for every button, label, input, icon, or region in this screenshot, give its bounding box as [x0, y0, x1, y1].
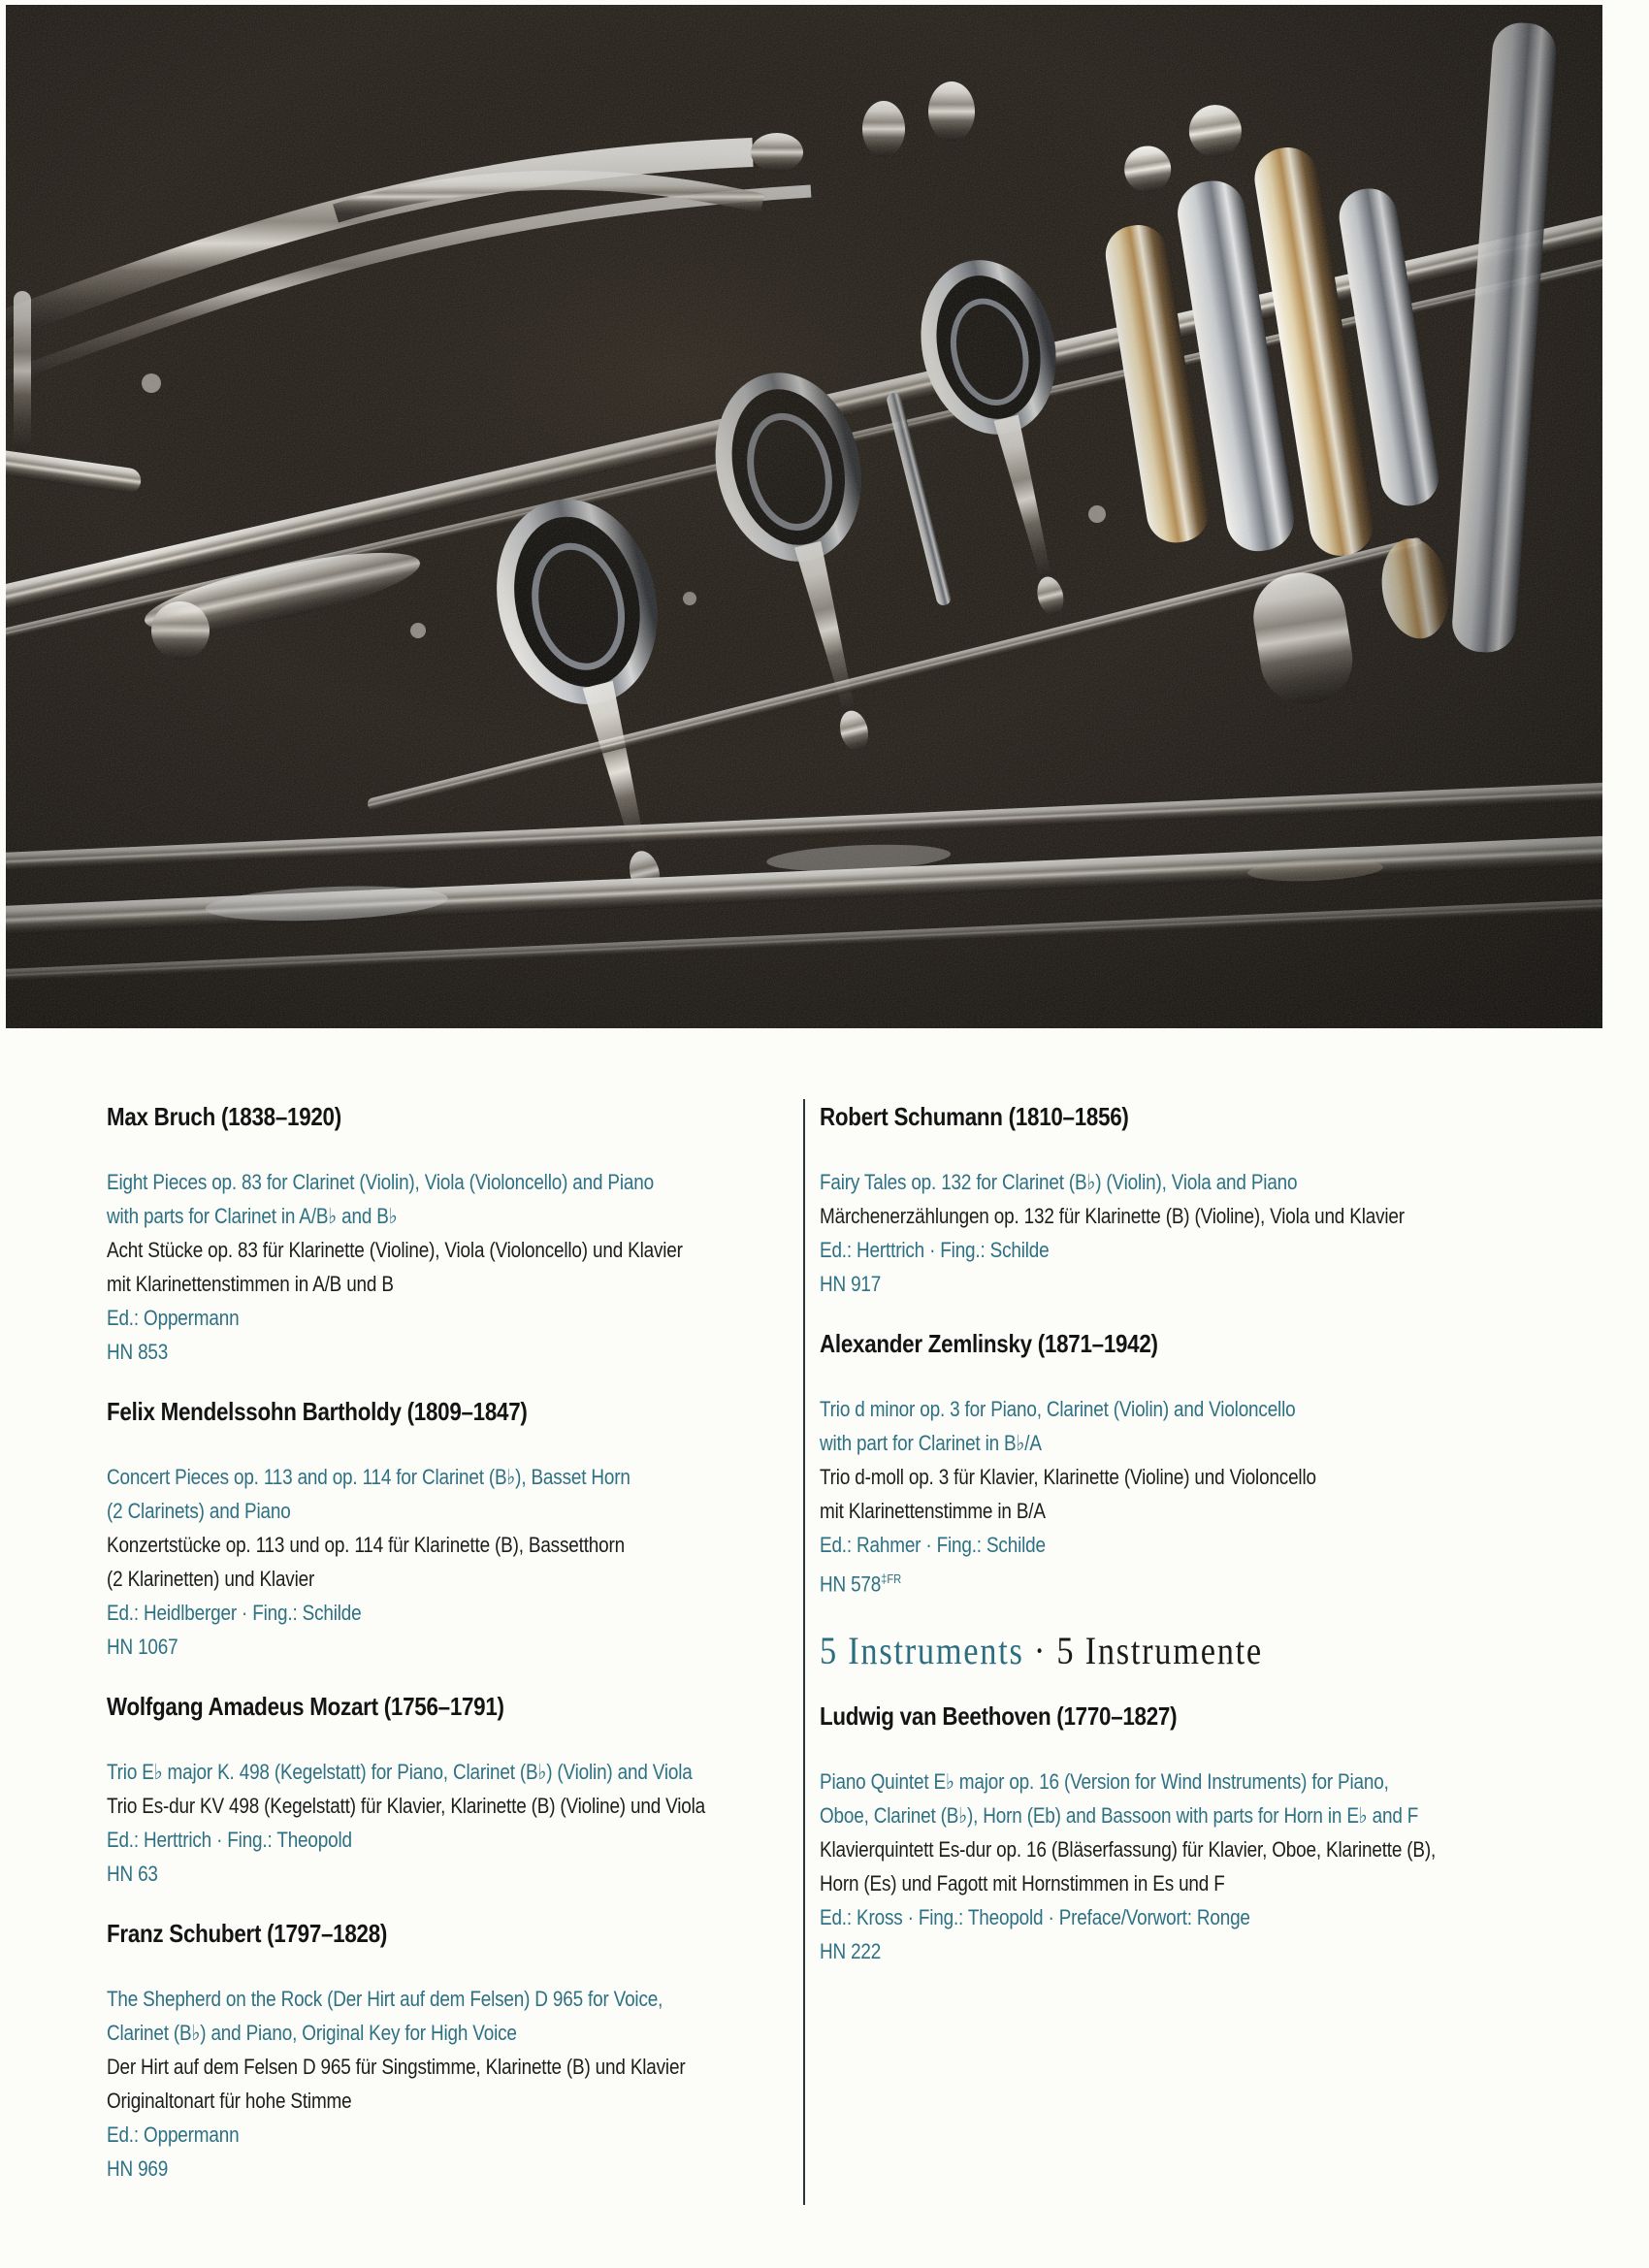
work-title-en: Fairy Tales op. 132 for Clarinet (B♭) (Violin), Viola and Piano	[820, 1170, 1298, 1194]
work-title-de: Acht Stücke op. 83 für Klarinette (Violine), Viola (Violoncello) und Klavier	[107, 1238, 683, 1262]
work-title-en: Clarinet (B♭) and Piano, Original Key for High Voice	[107, 2021, 517, 2045]
work-title-de: Trio Es-dur KV 498 (Kegelstatt) für Klavier, Klarinette (B) (Violine) und Viola	[107, 1794, 706, 1818]
composer-name: Ludwig van Beethoven (1770–1827)	[820, 1701, 1178, 1732]
entry-beethoven	[820, 1699, 1587, 1968]
entry-schumann	[820, 1099, 1587, 1301]
work-title-en: Eight Pieces op. 83 for Clarinet (Violin), Viola (Violoncello) and Piano	[107, 1170, 654, 1194]
hn-number: HN 1067	[107, 1635, 178, 1659]
editor-line: Ed.: Herttrich · Fing.: Schilde	[820, 1238, 1050, 1262]
work-title-de: (2 Klarinetten) und Klavier	[107, 1567, 315, 1591]
work-title-de: Konzertstücke op. 113 und op. 114 für Klarinette (B), Bassetthorn	[107, 1533, 625, 1557]
work-title-en: (2 Clarinets) and Piano	[107, 1499, 291, 1523]
hn-number: HN 63	[107, 1862, 158, 1886]
work-title-en: Trio d minor op. 3 for Piano, Clarinet (Violin) and Violoncello	[820, 1397, 1296, 1421]
entry-zemlinsky	[820, 1326, 1587, 1601]
composer-name: Max Bruch (1838–1920)	[107, 1102, 341, 1131]
section-heading-5-instruments	[820, 1629, 1587, 1673]
editor-line: Ed.: Kross · Fing.: Theopold · Preface/Vorwort: Ronge	[820, 1905, 1250, 1930]
work-title-de: Originaltonart für hohe Stimme	[107, 2089, 352, 2113]
hn-number: HN 969	[107, 2156, 169, 2181]
composer-name: Alexander Zemlinsky (1871–1942)	[820, 1329, 1158, 1358]
hn-superscript: ‡FR	[881, 1571, 902, 1586]
work-title-en: The Shepherd on the Rock (Der Hirt auf dem Felsen) D 965 for Voice,	[107, 1987, 663, 2011]
hn-number: HN 917	[820, 1272, 882, 1296]
composer-name: Wolfgang Amadeus Mozart (1756–1791)	[107, 1692, 504, 1721]
entry-bruch	[107, 1099, 874, 1369]
work-title-en: Trio E♭ major K. 498 (Kegelstatt) for Piano, Clarinet (B♭) (Violin) and Viola	[107, 1760, 693, 1784]
clarinet-photo-illustration	[6, 5, 1602, 1028]
work-title-de: Der Hirt auf dem Felsen D 965 für Singstimme, Klarinette (B) und Klavier	[107, 2055, 686, 2079]
composer-name: Robert Schumann (1810–1856)	[820, 1102, 1129, 1131]
work-title-de: mit Klarinettenstimme in B/A	[820, 1499, 1046, 1523]
work-title-de: Trio d-moll op. 3 für Klavier, Klarinette (Violine) und Violoncello	[820, 1465, 1316, 1489]
work-title-de: Klavierquintett Es-dur op. 16 (Bläserfassung) für Klavier, Oboe, Klarinette (B),	[820, 1837, 1437, 1863]
hn-number: HN 222	[820, 1939, 882, 1964]
hn-number: HN 853	[107, 1340, 169, 1364]
work-title-en: Oboe, Clarinet (B♭), Horn (Eb) and Bassoon with parts for Horn in E♭ and F	[820, 1803, 1419, 1829]
photo-grain	[6, 5, 1602, 1028]
entry-schubert	[107, 1916, 874, 2186]
editor-line: Ed.: Oppermann	[107, 2122, 240, 2147]
entry-mozart	[107, 1689, 874, 1891]
work-title-de: Märchenerzählungen op. 132 für Klarinette (B) (Violine), Viola und Klavier	[820, 1204, 1405, 1228]
editor-line: Ed.: Oppermann	[107, 1306, 240, 1330]
composer-name: Franz Schubert (1797–1828)	[107, 1919, 388, 1948]
section-heading-en: 5 Instruments	[820, 1629, 1024, 1673]
work-title-en: with parts for Clarinet in A/B♭ and B♭	[107, 1204, 398, 1228]
hn-number	[820, 1562, 1587, 1601]
editor-line: Ed.: Heidlberger · Fing.: Schilde	[107, 1601, 362, 1625]
clarinet-photo	[6, 5, 1602, 1028]
hn-number-text: HN 578	[820, 1571, 882, 1597]
work-title-en: Concert Pieces op. 113 and op. 114 for Clarinet (B♭), Basset Horn	[107, 1465, 630, 1489]
work-title-en: with part for Clarinet in B♭/A	[820, 1431, 1042, 1455]
editor-line: Ed.: Herttrich · Fing.: Theopold	[107, 1828, 352, 1852]
section-heading-separator: ·	[1033, 1629, 1048, 1673]
editor-line: Ed.: Rahmer · Fing.: Schilde	[820, 1533, 1046, 1557]
entry-mendelssohn	[107, 1394, 874, 1664]
catalog-column-right	[820, 1099, 1587, 1993]
catalog-column-left	[107, 1099, 874, 2211]
composer-name: Felix Mendelssohn Bartholdy (1809–1847)	[107, 1397, 528, 1426]
work-title-de: Horn (Es) und Fagott mit Hornstimmen in Es und F	[820, 1871, 1225, 1896]
section-heading-de: 5 Instrumente	[1056, 1629, 1263, 1673]
work-title-en: Piano Quintet E♭ major op. 16 (Version for Wind Instruments) for Piano,	[820, 1769, 1389, 1795]
work-title-de: mit Klarinettenstimmen in A/B und B	[107, 1272, 394, 1296]
